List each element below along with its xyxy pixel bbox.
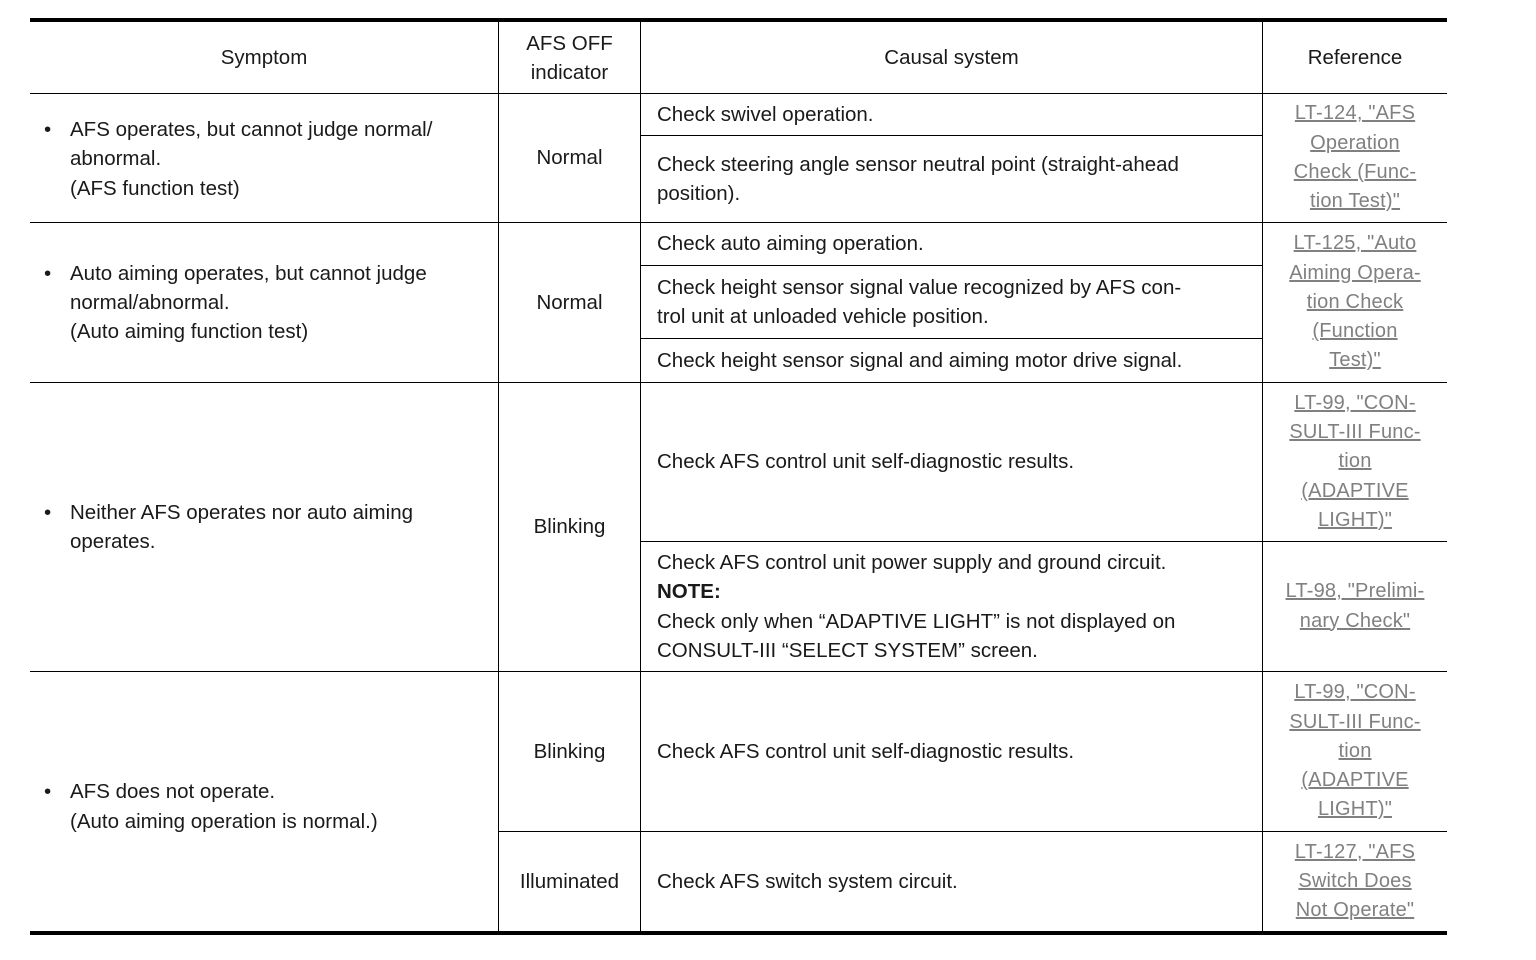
r4-reference-link-2[interactable]: LT-127, "AFS Switch Does Not Operate" [1294,840,1416,922]
note-label: NOTE: [657,580,721,604]
r1-indicator: Normal [536,146,603,170]
r4-indicator-1: Blinking [533,739,606,763]
r2-cause-1: Check auto aiming operation. [657,232,924,256]
diagnosis-table [30,18,1447,936]
r1-symptom: • AFS operates, but cannot judge normal/ abnormal. (AFS function test) [44,118,433,200]
r1-cause-2: Check steering angle sensor neutral point (straight-ahead position). [657,152,1179,205]
r3-cause-1: Check AFS control unit self-diagnostic results. [657,450,1075,474]
r3-reference-link-2[interactable]: LT-98, "Prelimi- nary Check" [1285,580,1425,632]
r2-cause-2: Check height sensor signal value recognized by AFS con- trol unit at unloaded vehicle position. [657,275,1182,328]
r1-cause-1: Check swivel operation. [657,102,874,126]
r3-symptom: • Neither AFS operates nor auto aiming operates. [44,500,413,553]
header-afs-off-indicator: AFS OFF indicator [526,31,613,84]
r4-cause-1: Check AFS control unit self-diagnostic results. [657,739,1075,763]
r2-indicator: Normal [536,290,603,314]
r3-reference-link-1[interactable]: LT-99, "CON- SULT-III Func- tion (ADAPTIVE LIGHT)" [1289,391,1421,531]
r2-reference-link[interactable]: LT-125, "Auto Aiming Opera- tion Check (Function Test)" [1289,232,1421,372]
r3-cause-2: Check AFS control unit power supply and ground circuit. NOTE: Check only when “ADAPTIVE LIGHT” is not displayed on CONSULT-III “SELECT SYSTEM” screen. [657,550,1176,662]
r4-reference-link-1[interactable]: LT-99, "CON- SULT-III Func- tion (ADAPTIVE LIGHT)" [1289,681,1421,821]
r3-indicator: Blinking [533,515,606,539]
header-causal-system: Causal system [884,46,1019,69]
r2-cause-3: Check height sensor signal and aiming motor drive signal. [657,348,1183,372]
r2-symptom: • Auto aiming operates, but cannot judge normal/abnormal. (Auto aiming function test) [44,261,427,344]
header-symptom: Symptom [220,46,308,69]
table-bottom-rule [30,931,1447,935]
r4-symptom: • AFS does not operate. (Auto aiming operation is normal.) [44,780,378,833]
r4-cause-2: Check AFS switch system circuit. [657,869,958,893]
r4-indicator-2: Illuminated [519,869,620,893]
r1-reference-link[interactable]: LT-124, "AFS Operation Check (Func- tion Test)" [1293,102,1417,213]
header-reference: Reference [1307,46,1403,69]
